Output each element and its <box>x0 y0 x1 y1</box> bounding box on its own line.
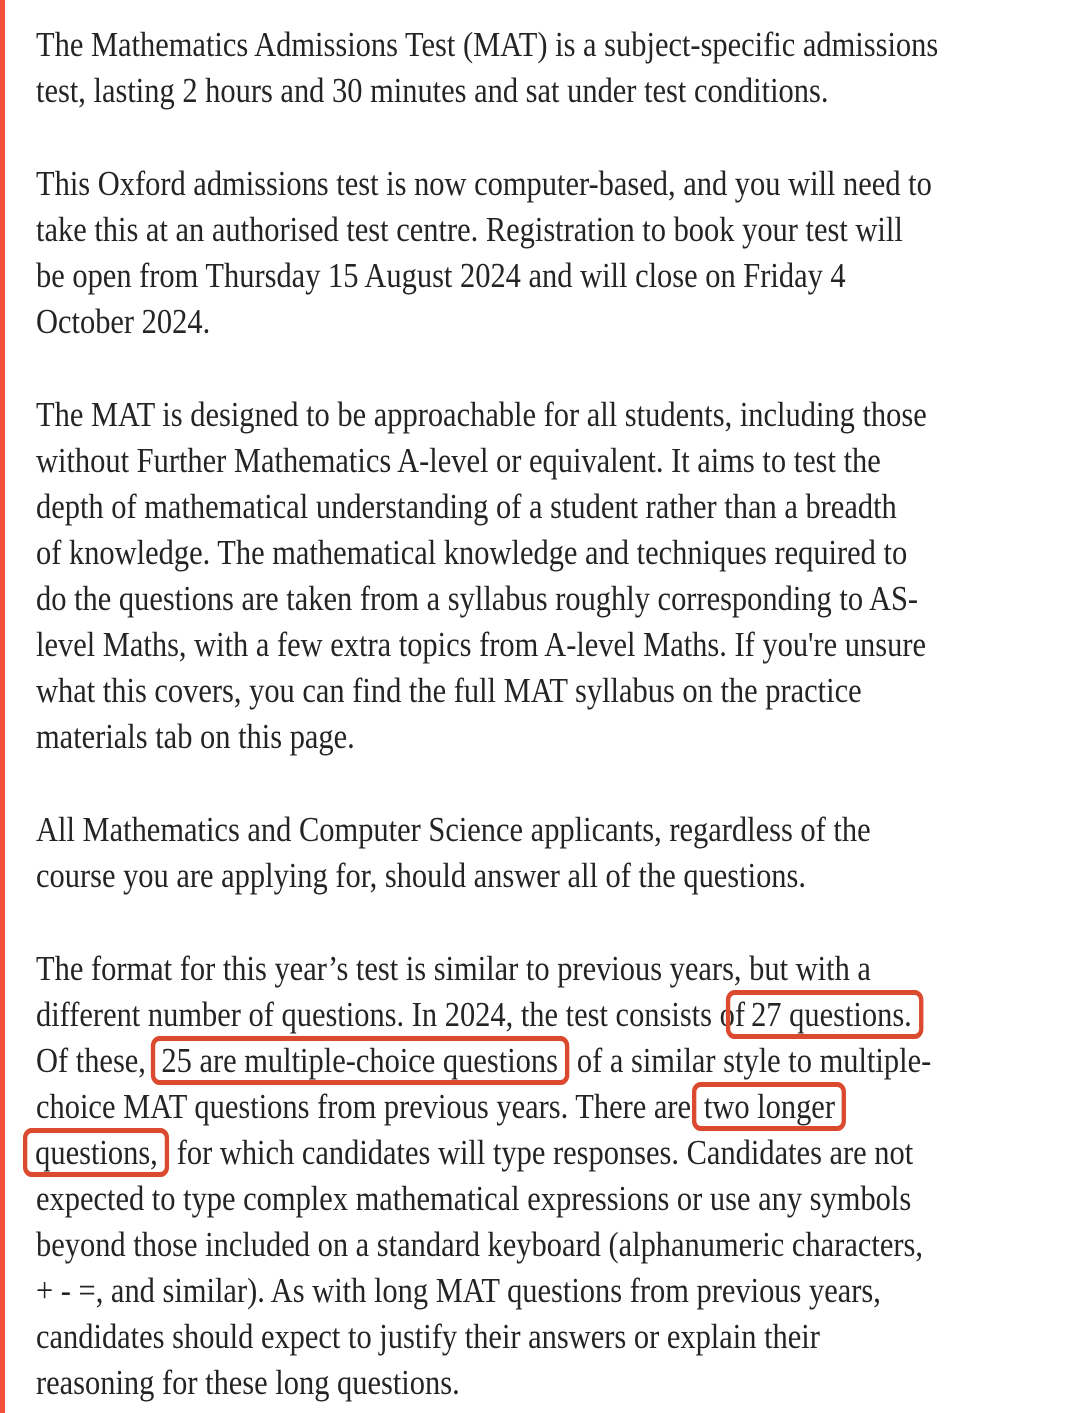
paragraph <box>36 807 1040 899</box>
text-line <box>36 714 909 760</box>
text-segment: of a similar style to multiple- <box>569 1041 932 1080</box>
text-line <box>36 484 909 530</box>
annotation-box-4: questions, <box>23 1128 169 1177</box>
text-line <box>36 530 909 576</box>
text-segment: Of these, <box>36 1041 154 1080</box>
text-line <box>36 1222 923 1268</box>
text-segment: + - =, and similar). As with long MAT questions from previous years, <box>36 1271 881 1310</box>
text-segment: expected to type complex mathematical expressions or use any symbols <box>36 1179 912 1218</box>
text-line <box>36 946 909 992</box>
text-line <box>35 1130 914 1176</box>
text-segment: different number of questions. In 2024, the test consists of <box>36 995 745 1034</box>
text-segment: reasoning for these long questions. <box>36 1363 460 1402</box>
text-segment: This Oxford admissions test is now computer-based, and you will need to <box>36 164 932 203</box>
text-segment: for which candidates will type responses. Candidates are not <box>169 1133 914 1172</box>
text-line <box>36 576 919 622</box>
text-segment: course you are applying for, should answer all of the questions. <box>36 856 807 895</box>
paragraph <box>36 946 1040 1406</box>
paragraph <box>36 392 1040 760</box>
text-segment: do the questions are taken from a syllabus roughly corresponding to AS- <box>36 579 919 618</box>
text-segment: take this at an authorised test centre. Registration to book your test will <box>36 210 903 249</box>
annotation-box-1: 27 questions. <box>726 990 923 1039</box>
text-segment: depth of mathematical understanding of a student rather than a breadth <box>36 487 897 526</box>
text-line <box>36 1314 909 1360</box>
paragraph <box>36 22 1040 114</box>
text-segment: The MAT is designed to be approachable for all students, including those <box>36 395 927 434</box>
text-line <box>36 1084 909 1130</box>
text-segment: test, lasting 2 hours and 30 minutes and sat under test conditions. <box>36 71 829 110</box>
text-line <box>36 68 909 114</box>
text-line <box>36 253 909 299</box>
text-segment: what this covers, you can find the full MAT syllabus on the practice <box>36 671 862 710</box>
text-line <box>36 992 912 1038</box>
text-line <box>36 1268 909 1314</box>
text-segment: The Mathematics Admissions Test (MAT) is a subject-specific admissions <box>36 25 939 64</box>
text-line <box>36 1176 912 1222</box>
text-segment: candidates should expect to justify their answers or explain their <box>36 1317 820 1356</box>
text-line <box>36 1360 909 1406</box>
text-line <box>36 207 909 253</box>
text-line <box>36 807 909 853</box>
annotation-box-3: two longer <box>692 1082 847 1131</box>
paragraph <box>36 161 1040 345</box>
annotation-box-2: 25 are multiple-choice questions <box>151 1036 569 1085</box>
text-segment: level Maths, with a few extra topics from A-level Maths. If you're unsure <box>36 625 926 664</box>
text-segment: be open from Thursday 15 August 2024 and will close on Friday 4 <box>36 256 846 295</box>
text-line <box>36 22 939 68</box>
text-segment: The format for this year’s test is similar to previous years, but with a <box>36 949 871 988</box>
text-segment: All Mathematics and Computer Science applicants, regardless of the <box>36 810 871 849</box>
text-line <box>36 299 909 345</box>
text-line <box>36 1038 932 1084</box>
text-segment: of knowledge. The mathematical knowledge and techniques required to <box>36 533 908 572</box>
text-segment: without Further Mathematics A-level or equivalent. It aims to test the <box>36 441 881 480</box>
text-line <box>36 853 909 899</box>
text-line <box>36 438 909 484</box>
text-segment: beyond those included on a standard keyboard (alphanumeric characters, <box>36 1225 923 1264</box>
text-line <box>36 392 927 438</box>
text-line <box>36 161 932 207</box>
text-line <box>36 622 926 668</box>
text-segment: materials tab on this page. <box>36 717 355 756</box>
text-segment: choice MAT questions from previous years. There are <box>36 1087 699 1126</box>
text-segment: October 2024. <box>36 302 211 341</box>
text-line <box>36 668 909 714</box>
